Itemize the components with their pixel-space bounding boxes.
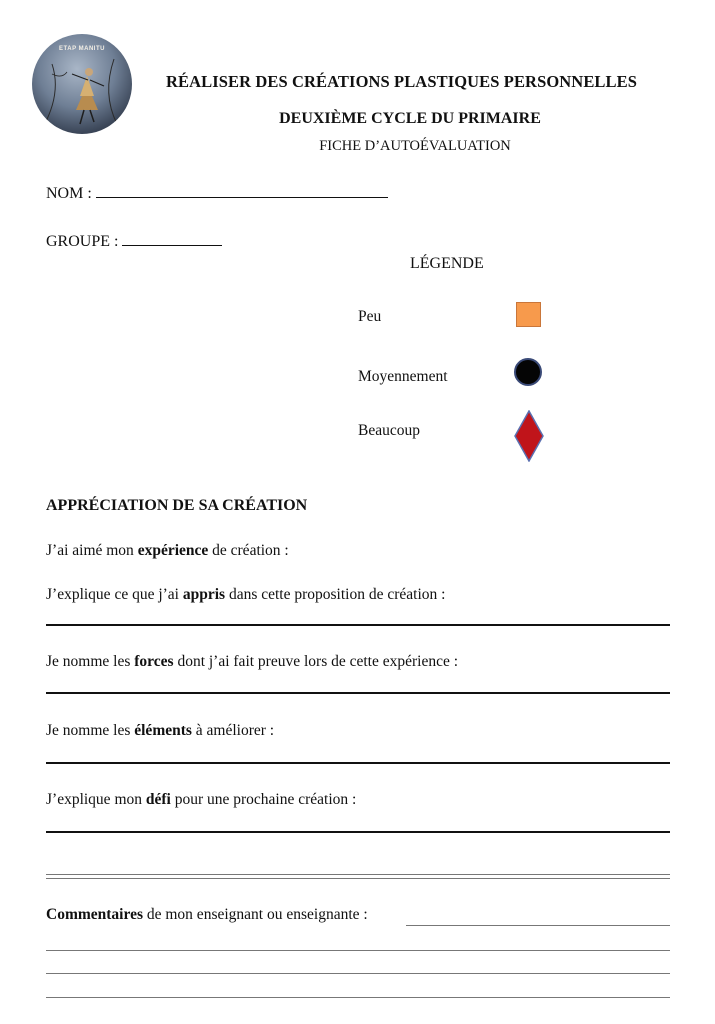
- logo-text: ETAP MANITU: [59, 46, 105, 52]
- question-forces: [46, 653, 458, 671]
- section-divider: [46, 874, 670, 879]
- comments-label: [46, 906, 368, 924]
- legend-label-peu: Peu: [358, 308, 382, 325]
- question-text: dans cette proposition de création :: [225, 586, 446, 603]
- question-text: J’explique mon: [46, 791, 146, 808]
- page-subtitle: DEUXIÈME CYCLE DU PRIMAIRE: [279, 110, 541, 127]
- legend-label-beaucoup: Beaucoup: [358, 422, 420, 439]
- question-text: Je nomme les: [46, 722, 135, 739]
- question-keyword: expérience: [137, 542, 209, 559]
- question-text: à améliorer :: [191, 722, 275, 739]
- legend-title: LÉGENDE: [410, 255, 484, 272]
- answer-line[interactable]: [46, 624, 670, 626]
- question-text: Je nomme les: [46, 653, 135, 670]
- groupe-field: [46, 231, 222, 251]
- diamond-icon: [514, 410, 544, 462]
- question-text: J’ai aimé mon: [46, 542, 138, 559]
- question-keyword: appris: [182, 586, 226, 603]
- form-name: FICHE D’AUTOÉVALUATION: [319, 138, 511, 154]
- question-text: dont j’ai fait preuve lors de cette expérience :: [173, 653, 459, 670]
- question-keyword: éléments: [134, 722, 192, 739]
- section-heading: APPRÉCIATION DE SA CRÉATION: [46, 497, 308, 514]
- groupe-label: GROUPE :: [46, 233, 119, 250]
- comment-line[interactable]: [406, 925, 670, 926]
- comment-line[interactable]: [46, 997, 670, 998]
- legend-label-moyennement: Moyennement: [358, 368, 448, 385]
- question-keyword: forces: [134, 653, 174, 670]
- circle-icon: [514, 358, 542, 386]
- question-defi: [46, 791, 356, 809]
- question-text: de création :: [208, 542, 289, 559]
- page-title: RÉALISER DES CRÉATIONS PLASTIQUES PERSONNELLES: [166, 72, 638, 91]
- nom-field: [46, 183, 388, 203]
- question-appris: [46, 586, 445, 604]
- question-text: J’explique ce que j’ai: [46, 586, 183, 603]
- comments-keyword: Commentaires: [46, 906, 143, 923]
- answer-line[interactable]: [46, 762, 670, 764]
- question-elements: [46, 722, 274, 740]
- comments-text: de mon enseignant ou enseignante :: [143, 906, 368, 923]
- question-experience: [46, 542, 289, 560]
- nom-label: NOM :: [46, 185, 92, 202]
- groupe-input-line[interactable]: [122, 231, 222, 246]
- question-keyword: défi: [145, 791, 171, 808]
- square-icon: [516, 302, 541, 327]
- comment-line[interactable]: [46, 950, 670, 951]
- comment-line[interactable]: [46, 973, 670, 974]
- question-text: pour une prochaine création :: [170, 791, 357, 808]
- answer-line[interactable]: [46, 831, 670, 833]
- nom-input-line[interactable]: [96, 183, 388, 198]
- answer-line[interactable]: [46, 692, 670, 694]
